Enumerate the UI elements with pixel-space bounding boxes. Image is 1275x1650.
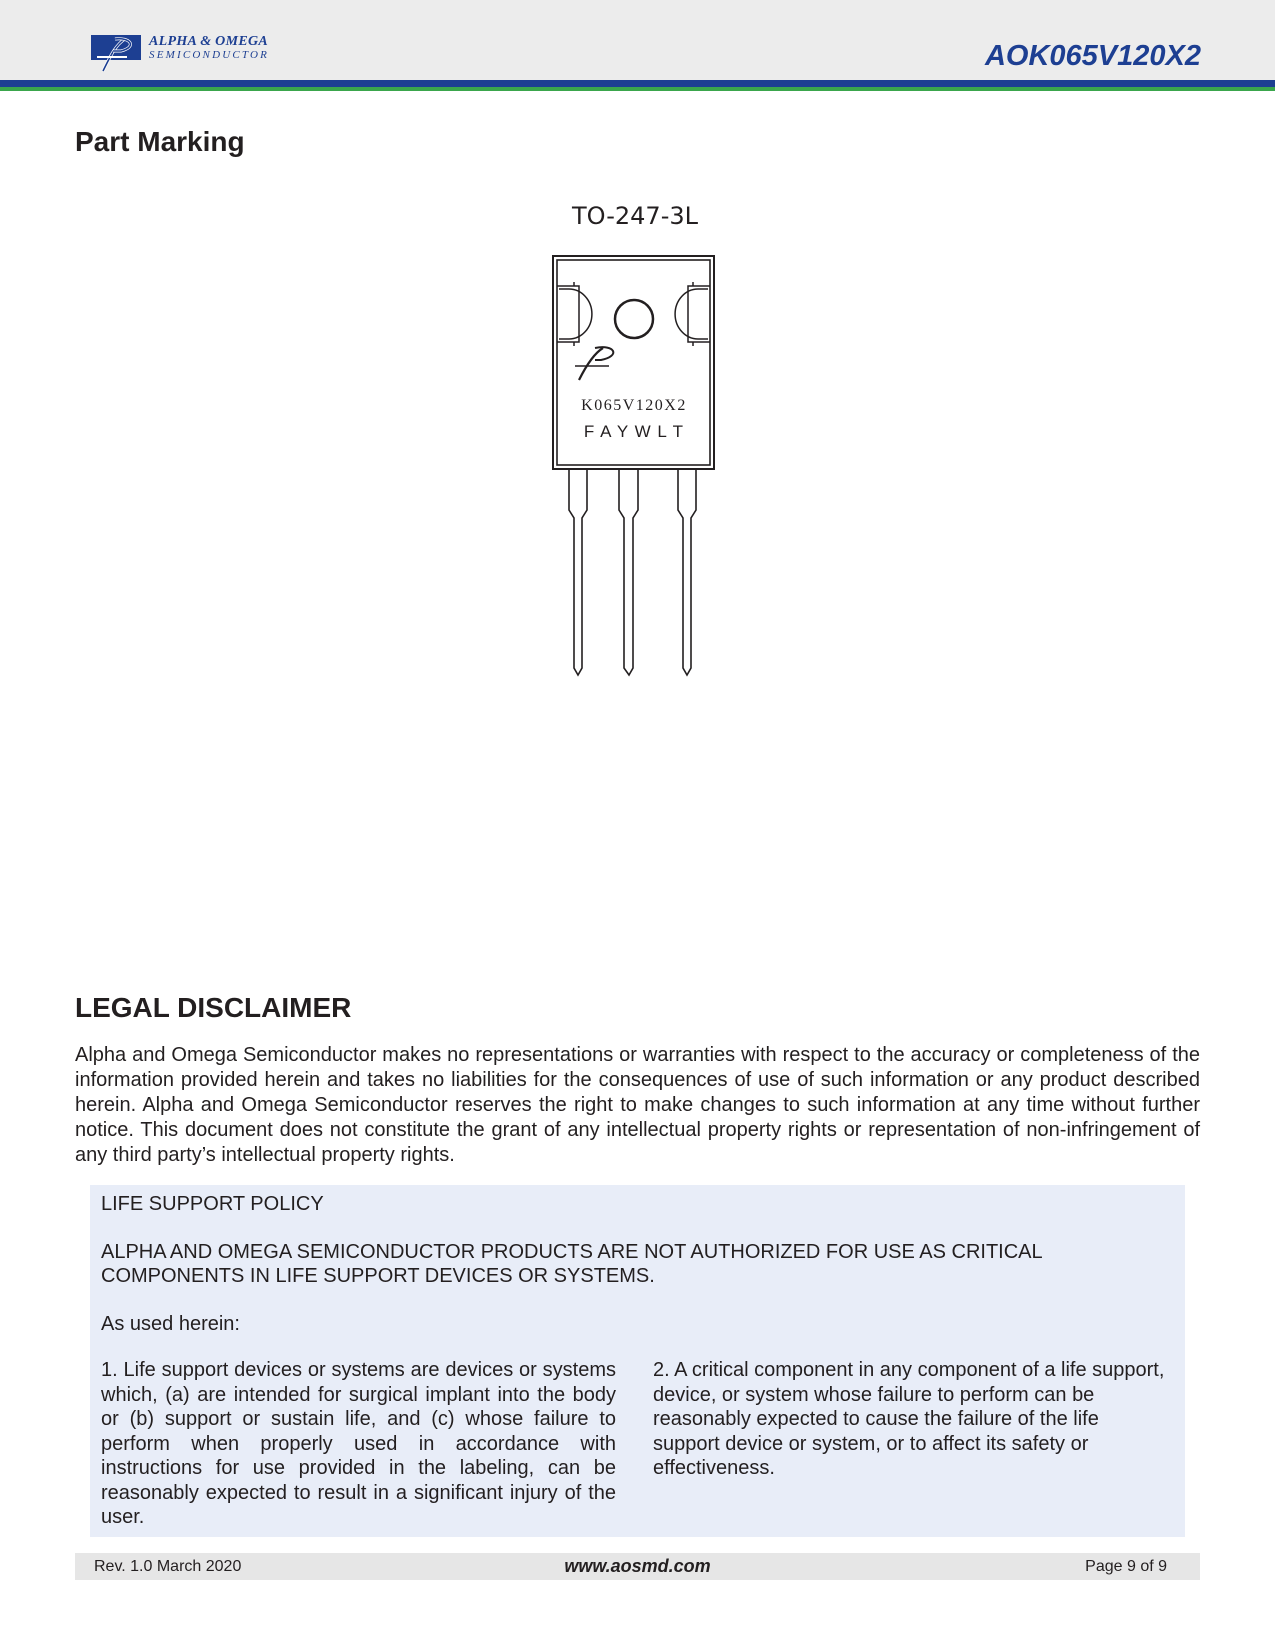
part-marking-heading: Part Marking xyxy=(75,126,245,157)
ap-logo-icon xyxy=(91,35,141,73)
life-support-warning: ALPHA AND OMEGA SEMICONDUCTOR PRODUCTS ARE NOT AUTHORIZED FOR USE AS CRITICAL COMPONENTS IN LIFE SUPPORT DEVICES OR SYSTEMS. xyxy=(101,1241,1042,1287)
right-notch xyxy=(675,282,710,346)
package-leads xyxy=(569,469,696,675)
used-herein-label: As used herein: xyxy=(101,1313,240,1335)
life-support-definition-1: 1. Life support devices or systems are devices or systems which, (a) are intended for surgical implant into the body or (b) support or sustain life, and (c) whose failure to perform when properly used in accordance with instructions for use provided in the labeling, can be reasonably expected to result in a significant injury of the user. xyxy=(101,1359,616,1528)
mounting-hole xyxy=(615,300,653,338)
revision-label: Rev. 1.0 March 2020 xyxy=(94,1558,242,1575)
page-footer xyxy=(75,1553,1200,1580)
page-header xyxy=(0,0,1275,80)
part-number-title: AOK065V120X2 xyxy=(984,40,1201,72)
header-rule-blue xyxy=(0,80,1275,87)
life-support-definition-2: 2. A critical component in any component of a life support, device, or system whose failure to perform can be reasonably expected to cause the failure of the life support device or system, or to affect its safety or effectiveness. xyxy=(653,1359,1165,1479)
life-support-title: LIFE SUPPORT POLICY xyxy=(101,1193,324,1215)
life-support-policy-box xyxy=(90,1185,1185,1537)
package-label: TO-247-3L xyxy=(572,202,698,230)
marking-line-2: F A Y W L T xyxy=(583,422,685,441)
marking-line-1: K065V120X2 xyxy=(581,397,687,414)
header-rule-green xyxy=(0,87,1275,91)
left-notch xyxy=(557,282,592,346)
legal-disclaimer-text: Alpha and Omega Semiconductor makes no representations or warranties with respect to the accuracy or completeness of the information provided herein and takes no liabilities for the consequences of use of such information or any product described herein. Alpha and Omega Semiconductor reserves the right to make changes to such information at any time without further notice. This document does not constitute the grant of any intellectual property rights or representation of non-infringement of any third party’s intellectual property rights. xyxy=(75,1044,1200,1166)
company-name: ALPHA & OMEGA xyxy=(149,34,269,49)
ap-marking-logo-icon xyxy=(575,347,613,380)
legal-disclaimer-heading: LEGAL DISCLAIMER xyxy=(75,992,352,1023)
to247-package-drawing xyxy=(545,250,725,680)
page-number: Page 9 of 9 xyxy=(1085,1558,1167,1575)
website-link[interactable]: www.aosmd.com xyxy=(564,1556,711,1576)
company-subtitle: SEMICONDUCTOR xyxy=(149,49,270,61)
